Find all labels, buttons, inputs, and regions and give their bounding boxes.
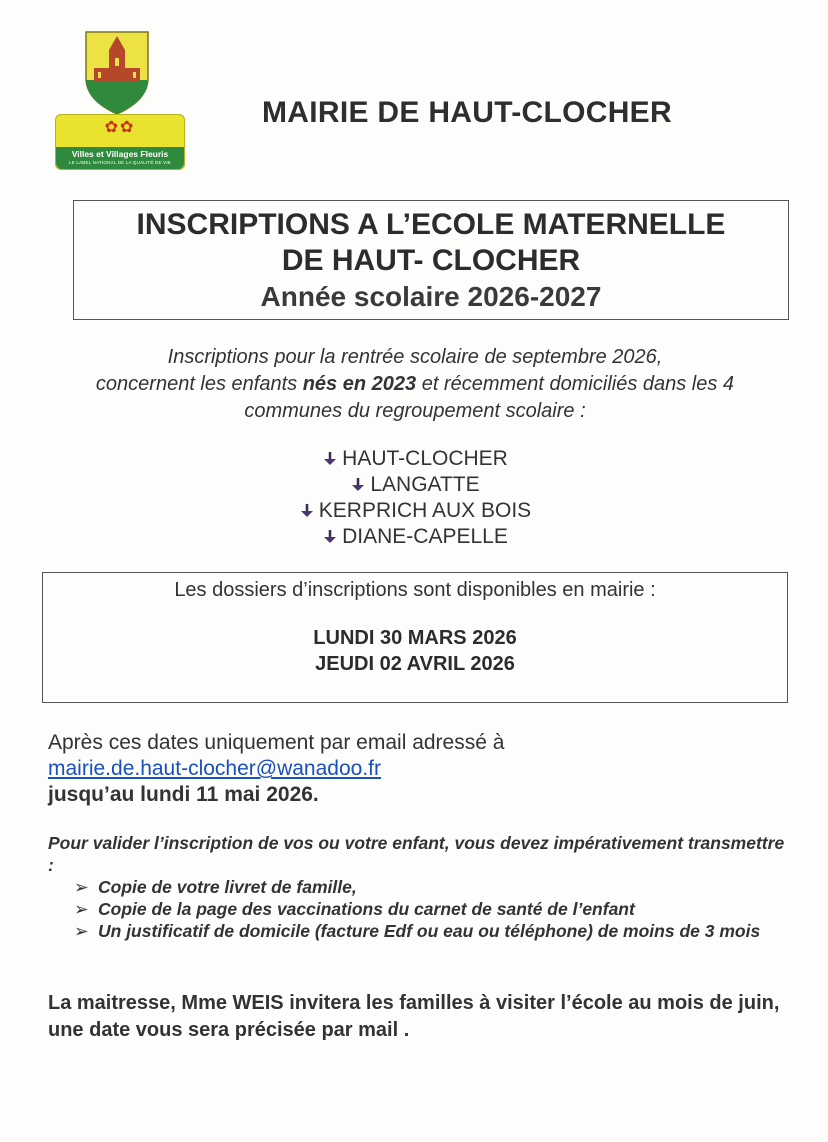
date-1: LUNDI 30 MARS 2026 — [313, 627, 517, 649]
commune-name: LANGATTE — [370, 473, 480, 496]
documents-list — [48, 876, 788, 942]
logo-sublabel: LE LABEL NATIONAL DE LA QUALITÉ DE VIE — [69, 160, 171, 165]
arrow-bullet-icon: ➢ — [74, 899, 89, 919]
intro-line-2 — [40, 371, 790, 398]
title-line-1: INSCRIPTIONS A L’ECOLE MATERNELLE — [136, 208, 726, 241]
closing-note: La maitresse, Mme WEIS invitera les familles à visiter l’école au mois de juin, une date vous sera précisée par mail . — [48, 992, 780, 1041]
bullet-arrow-icon — [322, 529, 338, 545]
document-item: Un justificatif de domicile (facture Edf ou eau ou téléphone) de moins de 3 mois — [98, 921, 761, 941]
arrow-bullet-icon: ➢ — [74, 921, 89, 941]
list-item — [48, 898, 788, 920]
requirements — [48, 832, 788, 942]
after-line: Après ces dates uniquement par email adressé à — [48, 731, 505, 754]
list-item — [200, 472, 630, 498]
after-dates — [48, 730, 788, 808]
intro-line-3: communes du regroupement scolaire : — [244, 400, 586, 422]
bullet-arrow-icon — [350, 477, 366, 493]
birth-year: nés en 2023 — [302, 373, 417, 395]
title-line-2: DE HAUT- CLOCHER — [281, 244, 581, 277]
document-item: Copie de la page des vaccinations du carnet de santé de l’enfant — [98, 899, 635, 919]
bullet-arrow-icon — [322, 451, 338, 467]
document-item: Copie de votre livret de famille, — [98, 877, 357, 897]
mairie-heading: MAIRIE DE HAUT-CLOCHER — [262, 96, 672, 129]
arrow-bullet-icon: ➢ — [74, 877, 89, 897]
commune-name: DIANE-CAPELLE — [342, 525, 508, 548]
intro-line-1: Inscriptions pour la rentrée scolaire de septembre 2026, — [167, 346, 663, 368]
date-2: JEUDI 02 AVRIL 2026 — [315, 653, 515, 675]
list-item — [48, 920, 788, 942]
coat-of-arms-icon — [82, 30, 152, 116]
communes-list — [200, 446, 630, 550]
intro-text-a: concernent les enfants — [95, 373, 303, 395]
school-year: Année scolaire 2026-2027 — [260, 281, 602, 312]
requirements-intro: Pour valider l’inscription de vos ou votre enfant, vous devez impérativement transmettre : — [48, 833, 785, 875]
commune-name: HAUT-CLOCHER — [342, 447, 508, 470]
commune-name: KERPRICH AUX BOIS — [318, 499, 532, 522]
villes-fleuris-sign — [55, 114, 185, 170]
town-logo — [52, 30, 186, 170]
title-box — [73, 200, 789, 320]
list-item — [200, 524, 630, 550]
intro-text-b: et récemment domiciliés dans les 4 — [416, 373, 735, 395]
email-link[interactable]: mairie.de.haut-clocher@wanadoo.fr — [48, 757, 381, 780]
logo-label: Villes et Villages Fleuris — [71, 149, 169, 159]
list-item — [200, 446, 630, 472]
intro-text — [40, 344, 790, 425]
bullet-arrow-icon — [299, 503, 315, 519]
dossiers-text: Les dossiers d’inscriptions sont disponibles en mairie : — [174, 579, 656, 601]
sign-band — [56, 147, 184, 169]
flower-icon: ✿✿ — [104, 119, 136, 136]
list-item — [48, 876, 788, 898]
dossiers-box — [42, 572, 788, 703]
deadline: jusqu’au lundi 11 mai 2026. — [48, 783, 319, 806]
list-item — [200, 498, 630, 524]
